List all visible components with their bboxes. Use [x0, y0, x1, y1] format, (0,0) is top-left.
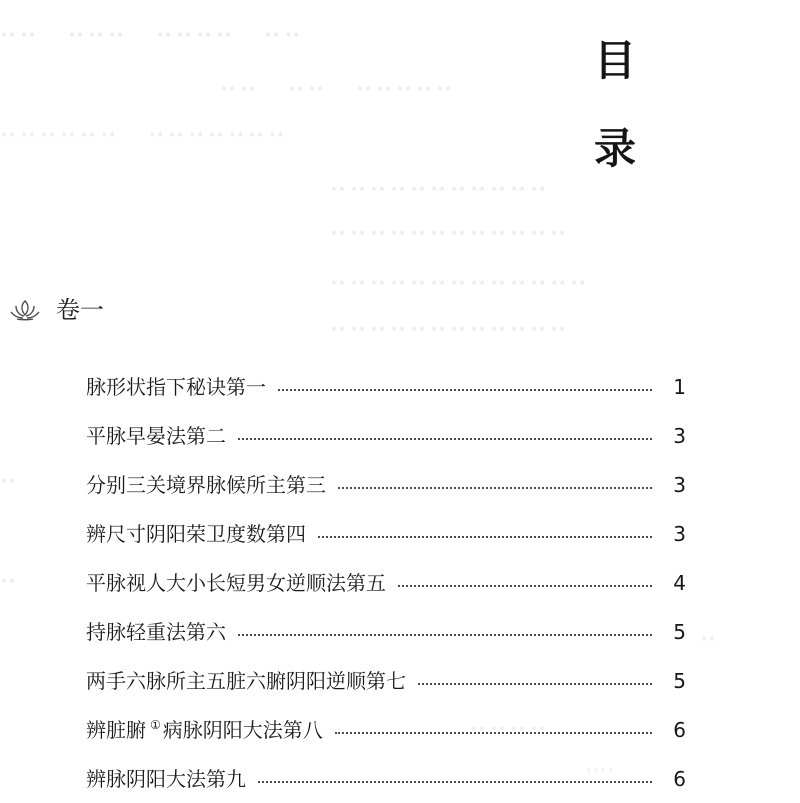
toc-entry-title: 平脉视人大小长短男女逆顺法第五 [86, 570, 386, 595]
table-of-contents [86, 362, 686, 803]
toc-entry-title: 分别三关境界脉候所主第三 [86, 472, 326, 497]
toc-entry-title: 持脉轻重法第六 [86, 619, 226, 644]
page-number: 1 [673, 374, 686, 399]
toc-entry-5 [86, 558, 686, 607]
page-number: 6 [673, 717, 686, 742]
page-title-char-2: 录 [593, 124, 636, 173]
leader-dots [418, 681, 652, 685]
bleed-through-line-4: ‥‥‥‥‥‥‥‥‥‥‥ [330, 168, 551, 196]
toc-entry-3 [86, 460, 686, 509]
toc-entry-title: 两手六脉所主五脏六腑阴阳逆顺第七 [86, 668, 406, 693]
toc-entry-title [86, 717, 323, 742]
toc-entry-title-suffix: 病脉阴阳大法第八 [162, 717, 323, 742]
toc-entry-6 [86, 607, 686, 656]
bleed-through-line-5: ‥‥‥‥‥‥‥‥‥‥‥‥ [330, 212, 571, 240]
toc-entry-4 [86, 509, 686, 558]
leader-dots [398, 583, 652, 587]
toc-entry-2 [86, 411, 686, 460]
toc-entry-title-prefix: 辨脏腑 [86, 717, 146, 742]
toc-entry-8 [86, 705, 686, 754]
page-title-char-1: 目 [593, 36, 636, 85]
page-number: 4 [673, 570, 686, 595]
toc-entry-title: 辨脉阴阳大法第九 [86, 766, 246, 791]
lotus-icon [8, 298, 42, 322]
leader-dots [318, 534, 652, 538]
leader-dots [335, 730, 652, 734]
volume-header [8, 290, 104, 330]
toc-entry-7 [86, 656, 686, 705]
toc-entry-title: 脉形状指下秘诀第一 [86, 374, 266, 399]
page-number: 3 [673, 472, 686, 497]
footnote-marker: ① [150, 717, 161, 732]
page-number: 5 [673, 668, 686, 693]
page-number: 6 [673, 766, 686, 791]
bleed-through-line-7: ‥‥‥‥‥‥‥‥‥‥‥‥ [330, 308, 571, 336]
bleed-through-line-10: ‥ [700, 618, 721, 646]
page-number: 5 [673, 619, 686, 644]
bleed-through-line-2: ‥‥ ‥‥ ‥‥‥‥‥ [220, 68, 457, 96]
page-title [585, 36, 645, 173]
page-number: 3 [673, 521, 686, 546]
leader-dots [238, 632, 652, 636]
leader-dots [278, 387, 652, 391]
page-number: 3 [673, 423, 686, 448]
bleed-through-line-8: ‥ [0, 460, 21, 488]
leader-dots [238, 436, 652, 440]
volume-title: 卷一 [56, 296, 104, 324]
bleed-through-footer: ‥‥ [585, 752, 615, 777]
toc-entry-title: 辨尺寸阴阳荣卫度数第四 [86, 521, 306, 546]
leader-dots [258, 779, 652, 783]
bleed-through-line-1: ‥‥ ‥‥‥ ‥‥‥‥ ‥‥ [0, 14, 305, 42]
toc-entry-title: 平脉早晏法第二 [86, 423, 226, 448]
bleed-through-line-6: ‥‥‥‥‥‥‥‥‥‥‥‥‥ [330, 262, 591, 290]
toc-entry-1 [86, 362, 686, 411]
leader-dots [338, 485, 652, 489]
bleed-through-line-9: ‥ [0, 560, 21, 588]
bleed-through-line-3: ‥‥‥‥‥‥ ‥‥‥‥‥‥‥ [0, 114, 289, 142]
bleed-through-line-11: ‥‥‥‥ [470, 708, 551, 736]
